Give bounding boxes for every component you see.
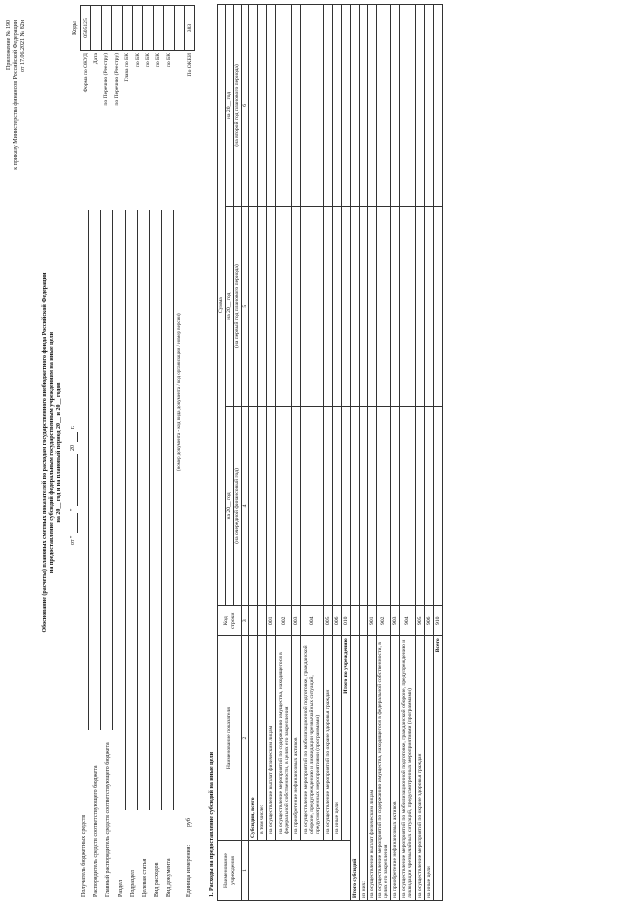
sum-cell [390,5,399,207]
row-code: 004 [301,606,324,636]
codes-row [164,6,174,174]
totals-name: на осуществление мероприятий по содержанию имущества, находящегося в федеральной собственности, в целях его закрепления [377,636,390,901]
col-year1-sub: (на очередной финансовый год) [234,406,242,606]
sum-cell [249,206,258,406]
col-num-1: 1 [242,841,249,901]
col-year1-header: на 20__ год [226,406,234,606]
codes-row [174,6,184,174]
sum-cell [324,5,333,207]
codes-value [174,6,184,51]
table-row [324,5,333,901]
row-code: 910 [433,606,442,636]
col-indicator-header: Наименование показателя [218,636,242,841]
sum-cell [258,5,267,207]
requisite-line [149,210,150,810]
appendix-number: Приложение № 190 [6,20,12,70]
table-row [267,5,276,901]
sum-cell [390,406,399,606]
totals-name: на приобретение нефинансовых активов [390,636,399,901]
totals-title-row [351,5,360,901]
requisite-label: Распорядитель средств соответствующего бюджета [93,765,100,897]
requisite-line [112,210,113,730]
sum-cell [415,5,424,207]
row-code: 906 [424,606,433,636]
codes-label: по БК [165,53,172,68]
col-sum-header: Сумма [218,5,226,606]
sum-cell [276,406,292,606]
codes-value [153,6,163,51]
totals-sub-row [360,5,368,901]
sum-cell [360,406,368,606]
indicator-name: на осуществление выплат физическим лицам [267,636,276,841]
totals-name: на осуществление мероприятий по мобилизационной подготовке, гражданской обороне, предупреждению и ликвидации чрезвычайных ситуаций, предусмотренных мероприятиями (программами) [399,636,415,901]
codes-label: По ОКЕИ [186,53,193,77]
col-num-3: 3 [242,606,249,636]
codes-value [112,6,122,51]
sum-cell [351,406,360,606]
col-year2-header: на 20__ год [226,206,234,406]
sum-cell [249,5,258,207]
requisite-line [100,210,101,730]
row-code [351,606,360,636]
table-row [292,5,301,901]
table-row [249,5,258,901]
sum-cell [292,206,301,406]
totals-sub: из них: [360,636,368,901]
sum-cell [258,206,267,406]
requisite-label: Раздел [117,880,124,897]
indicator-name: на осуществление мероприятий по мобилизационной подготовке, гражданской обороне, предупреждению и ликвидации чрезвычайных ситуаций, предусмотренных мероприятиями (программами) [301,636,324,841]
row-code: 002 [276,606,292,636]
table-row [342,5,351,901]
row-code [258,606,267,636]
main-table [217,4,443,901]
codes-value [91,6,101,51]
sum-cell [276,5,292,207]
row-code: 010 [342,606,351,636]
codes-row [153,6,163,174]
date-from: от " [70,535,76,545]
requisite-label: Получатель бюджетных средств [81,814,87,897]
indicator-name: Субсидии, всего [249,636,258,841]
sum-cell [399,406,415,606]
sum-cell [433,206,442,406]
date-year: 20 [70,445,76,451]
section-title: 1. Расходы на предоставление субсидий на иные цели [209,751,215,897]
codes-row [91,6,101,174]
requisite-line [88,210,89,730]
codes-label [174,51,184,174]
codes-row [112,6,122,174]
indicator-name: Итого по учреждению [342,636,351,841]
requisite-label: Главный распорядитель средств соответствующего бюджета [105,742,112,897]
codes-label: по БК [155,53,162,68]
codes-label: по Перечню (Реестру) [103,53,110,106]
sum-cell [360,5,368,207]
indicator-name: на приобретение нефинансовых активов [292,636,301,841]
sum-cell [424,206,433,406]
row-code: 005 [324,606,333,636]
requisite-line [137,210,138,810]
sum-cell [351,5,360,207]
sum-cell [368,206,377,406]
codes-row [184,6,194,174]
sum-cell [267,5,276,207]
sum-cell [301,206,324,406]
requisite-line [125,210,126,810]
totals-row [415,5,424,901]
codes-table [80,5,195,173]
sum-cell [368,5,377,207]
codes-label: Форма по ОКУД [82,53,89,93]
row-code [360,606,368,636]
date-year-suffix: г. [70,425,76,429]
unit-label: Единица измерения: [186,844,192,897]
sum-cell [399,206,415,406]
sum-cell [351,206,360,406]
col-code-header: Код строки [218,606,242,636]
sum-cell [324,406,333,606]
sum-cell [333,206,342,406]
col-num-6: 6 [242,5,249,207]
codes-value: 383 [184,6,194,51]
totals-row [424,5,433,901]
col-institution-header: Наименование учреждения [218,841,242,901]
codes-value [132,6,142,51]
codes-row [132,6,142,174]
sum-cell [301,406,324,606]
sum-cell [333,5,342,207]
totals-row [390,5,399,901]
requisite-label: Целевая статья [142,858,148,897]
requisite-line [161,210,162,810]
sum-cell [249,406,258,606]
codes-row [101,6,111,174]
requisite-label: Подраздел [129,870,136,897]
codes-row [143,6,153,174]
codes-value: 0505125 [81,6,91,51]
order-date: от 17.06.2021 № 82н [20,20,26,72]
col-num-2: 2 [242,636,249,841]
totals-row [368,5,377,901]
requisite-label: Вид расходов [154,862,161,897]
row-code [249,606,258,636]
unit-value: руб [186,818,192,827]
row-code: 901 [368,606,377,636]
codes-label: по БК [134,53,141,68]
codes-value [101,6,111,51]
totals-name: на осуществление мероприятий по охране здоровья граждан [415,636,424,901]
indicator-name: на иные цели [333,636,342,841]
page-period: на 20__ год и на плановый период 20__ и 20__ годов [56,382,62,523]
sum-cell [333,406,342,606]
institution-cell [249,841,351,901]
row-code: 905 [415,606,424,636]
indicator-name: на осуществление мероприятий по содержанию имущества, находящегося в федеральной собственности, в целях его закрепления [276,636,292,841]
codes-row [122,6,132,174]
sum-cell [324,206,333,406]
row-code: 003 [292,606,301,636]
requisite-label: Вид документа [166,858,173,897]
sum-cell [360,206,368,406]
col-year3-header: на 20__ год [226,5,234,207]
order-reference: к приказу Министерства финансов Российской Федерации [13,20,19,170]
sum-cell [292,5,301,207]
sum-cell [415,206,424,406]
sum-cell [433,5,442,207]
row-code: 904 [399,606,415,636]
sum-cell [267,206,276,406]
grand-total-row [433,5,442,901]
sum-cell [415,406,424,606]
codes-label: по БК [144,53,151,68]
codes-label: Глава по БК [124,53,131,82]
codes-label: Дата [92,53,99,65]
codes-row [81,6,91,174]
indicator-name: в том числе: [258,636,267,841]
totals-name: на осуществление выплат физическим лицам [368,636,377,901]
grand-total-label: Всего [433,636,442,901]
row-code: 006 [333,606,342,636]
row-code: 903 [390,606,399,636]
sum-cell [433,406,442,606]
sum-cell [390,206,399,406]
col-num-4: 4 [242,406,249,606]
codes-value [122,6,132,51]
sum-cell [292,406,301,606]
codes-value [143,6,153,51]
table-row [276,5,292,901]
codes-label: по Перечню (Реестру) [113,53,120,106]
sum-cell [377,5,390,207]
requisite-line [173,210,174,810]
totals-title: Итого субсидий [351,636,360,901]
row-code: 902 [377,606,390,636]
table-row [258,5,267,901]
sum-cell [424,5,433,207]
sum-cell [301,5,324,207]
table-row [333,5,342,901]
table-row [301,5,324,901]
sum-cell [267,406,276,606]
totals-name: на иные цели [424,636,433,901]
page-title: Обоснование (расчеты) плановых сметных показателей по расходам государственного внебюджетного фонда Российской Федерации [42,272,48,633]
sum-cell [424,406,433,606]
sum-cell [399,5,415,207]
sum-cell [342,5,351,207]
page-subtitle: на предоставление субсидий федеральным государственным учреждениям на иные цели [49,331,55,574]
indicator-name: на осуществление мероприятий по охране здоровья граждан [324,636,333,841]
sum-cell [342,406,351,606]
codes-header: Коды [72,21,78,35]
sum-cell [377,406,390,606]
sum-cell [342,206,351,406]
sum-cell [368,406,377,606]
codes-value [164,6,174,51]
date-quote: " [70,508,76,511]
sum-cell [258,406,267,606]
sum-cell [276,206,292,406]
document-number-note: (номер документа - код вида документа / код организации / номер версии) [177,313,182,471]
totals-row [377,5,390,901]
col-year3-sub: (на второй год планового периода) [234,5,242,207]
col-year2-sub: (на первый год планового периода) [234,206,242,406]
row-code: 001 [267,606,276,636]
totals-row [399,5,415,901]
sum-cell [377,206,390,406]
col-num-5: 5 [242,206,249,406]
